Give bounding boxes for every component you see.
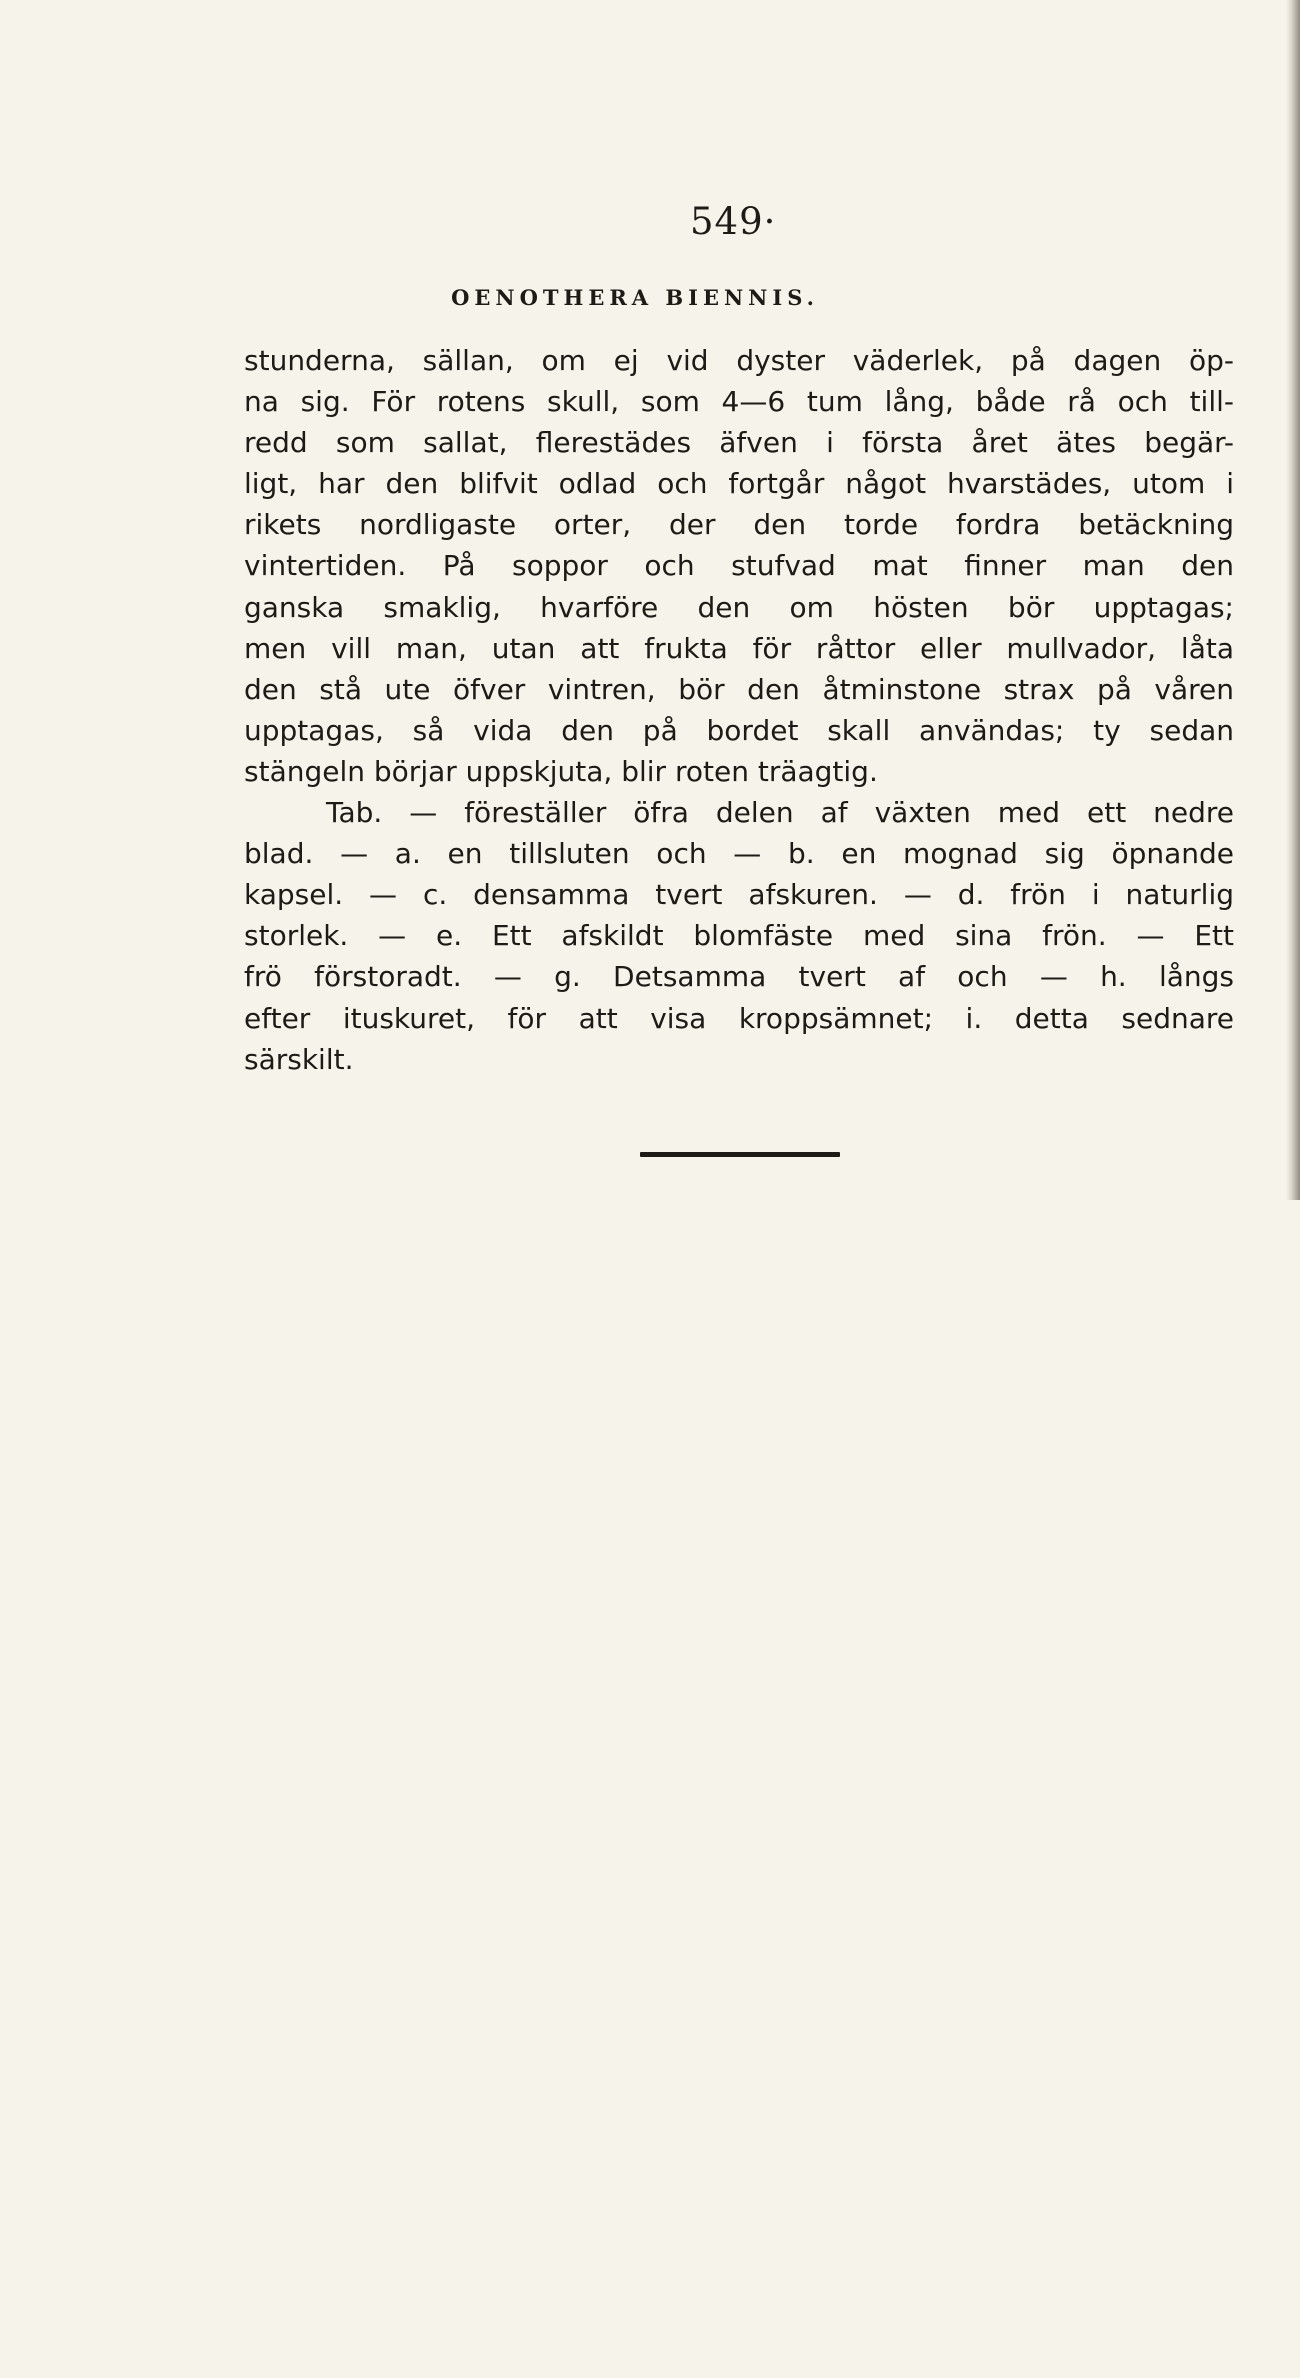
text-line: ganska smaklig, hvarföre den om hösten bör upptagas;	[244, 590, 1234, 624]
text-line: Tab. — föreställer öfra delen af växten med ett nedre	[326, 796, 1234, 830]
text-line: blad. — a. en tillsluten och — b. en mognad sig öpnande	[244, 837, 1234, 871]
section-heading: OENOTHERA BIENNIS.	[451, 285, 819, 310]
text-line: den stå ute öfver vintren, bör den åtminstone strax på våren	[244, 672, 1234, 706]
body-text	[244, 340, 1234, 1080]
page-number: 549·	[690, 200, 777, 243]
text-line: rikets nordligaste orter, der den torde fordra betäckning	[244, 508, 1234, 542]
text-line: redd som sallat, flerestädes äfven i första året ätes begär-	[244, 426, 1234, 460]
text-line: men vill man, utan att frukta för råttor eller mullvador, låta	[244, 631, 1234, 665]
section-divider-rule	[640, 1152, 840, 1157]
page-edge-shadow	[1286, 0, 1300, 1200]
text-line: ligt, har den blifvit odlad och fortgår något hvarstädes, utom i	[244, 467, 1234, 501]
text-line: upptagas, så vida den på bordet skall användas; ty sedan	[244, 713, 1234, 747]
text-line: frö förstoradt. — g. Detsamma tvert af och — h. långs	[244, 960, 1234, 994]
text-line: kapsel. — c. densamma tvert afskuren. — d. frön i naturlig	[244, 878, 1234, 912]
text-line: storlek. — e. Ett afskildt blomfäste med sina frön. — Ett	[244, 919, 1234, 953]
text-line: stunderna, sällan, om ej vid dyster väderlek, på dagen öp-	[244, 344, 1234, 377]
text-line: vintertiden. På soppor och stufvad mat finner man den	[244, 549, 1234, 583]
text-line: na sig. För rotens skull, som 4—6 tum lång, både rå och till-	[244, 385, 1234, 419]
text-line: efter ituskuret, för att visa kroppsämnet; i. detta sednare	[244, 1001, 1234, 1035]
text-line: stängeln börjar uppskjuta, blir roten träagtig.	[244, 754, 878, 788]
text-line: särskilt.	[244, 1042, 354, 1076]
